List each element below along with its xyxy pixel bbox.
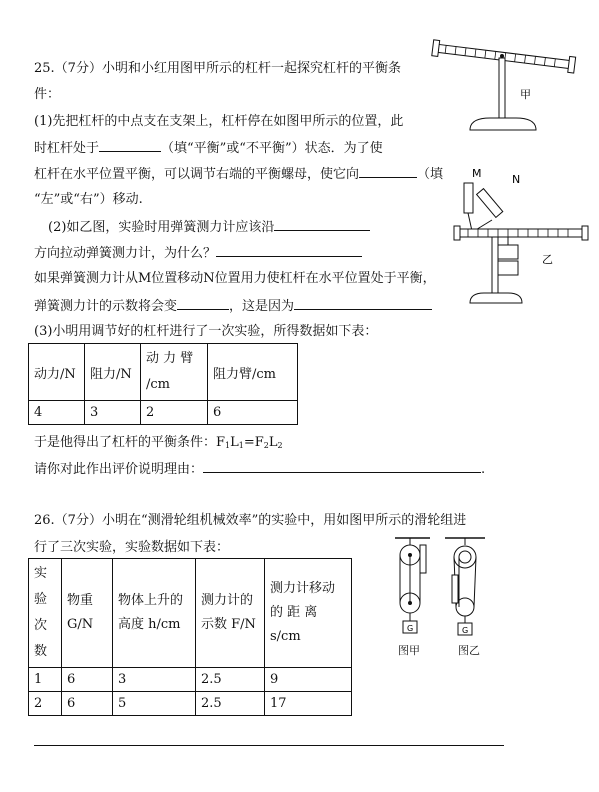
pulley-figure — [390, 535, 500, 655]
spring-scale-m — [464, 183, 473, 213]
label-n: N — [512, 173, 521, 186]
q25-p1c-text: 杠杆在水平位置平衡，可以调节右端的平衡螺母，使它向 — [34, 167, 360, 182]
q25-p1d: “左”或“右”）移动. — [34, 192, 143, 207]
spring-scale — [420, 545, 426, 573]
table-cell: 9 — [265, 668, 352, 692]
answer-blank-change[interactable] — [177, 297, 229, 310]
table-cell: 4 — [29, 401, 85, 425]
q25-p1b-text: 时杠杆处于 — [34, 141, 100, 156]
conclusion-text: L — [230, 435, 239, 450]
evaluate-text: 请你对此作出评价说明理由： — [34, 462, 204, 477]
table-header-cell: 动力/N — [29, 344, 85, 401]
subscript: 2 — [263, 441, 269, 450]
hanging-weight — [498, 245, 518, 259]
table-header-cell: 实 验 次 数 — [29, 559, 62, 668]
table-header-row — [29, 559, 352, 668]
table-cell: 2.5 — [196, 692, 265, 716]
answer-blank-direction[interactable] — [359, 165, 417, 178]
level-lever — [458, 229, 584, 237]
q25-p2d — [34, 297, 432, 316]
table-cell: 2 — [141, 401, 208, 425]
conclusion-text: 于是他得出了杠杆的平衡条件：F — [34, 435, 226, 450]
q25-p3: (3)小明用调节好的杠杆进行了一次实验，所得数据如下表： — [34, 324, 378, 339]
q25-p2b-text: 方向拉动弹簧测力计，为什么？ — [34, 246, 217, 261]
subscript: 1 — [225, 441, 231, 450]
answer-blank-pull-direction[interactable] — [274, 218, 370, 231]
q25-p2a-text: (2)如乙图，实验时用弹簧测力计应该沿 — [48, 220, 275, 235]
table-header-cell: 物体上升的 高度 h/cm — [113, 559, 196, 668]
q26-title-cont: 行了三次实验，实验数据如下表： — [34, 540, 230, 555]
table-row — [29, 692, 352, 716]
q26-data-table — [28, 558, 352, 716]
table-header-cell: 阻力/N — [85, 344, 141, 401]
answer-blank-reason[interactable] — [216, 244, 362, 257]
q25-evaluate — [34, 460, 485, 479]
weight-label: G — [407, 624, 414, 633]
table-header-row — [29, 344, 298, 401]
answer-blank-evaluation[interactable] — [203, 460, 481, 473]
label-m: M — [472, 167, 482, 180]
lever-figure-yi — [452, 165, 592, 305]
table-cell: 6 — [62, 692, 113, 716]
figure-caption-yi: 图乙 — [458, 644, 480, 657]
table-cell: 2.5 — [196, 668, 265, 692]
q25-p1b-text2: （填“平衡”或“不平衡”）状态．为了使 — [161, 141, 383, 156]
table-cell: 6 — [62, 668, 113, 692]
table-header-cell: 测力计的 示数 F/N — [196, 559, 265, 668]
table-cell: 1 — [29, 668, 62, 692]
table-cell: 5 — [113, 692, 196, 716]
evaluate-period: . — [481, 462, 486, 477]
subscript: 2 — [277, 441, 283, 450]
table-cell: 6 — [208, 401, 298, 425]
q25-p2a — [48, 218, 370, 237]
conclusion-text: =F — [243, 435, 264, 450]
q25-p2d-text2: ，这是因为 — [229, 299, 295, 314]
page-divider — [34, 745, 504, 746]
figure-caption-jia: 图甲 — [398, 644, 420, 657]
q25-data-table — [28, 343, 298, 425]
table-header-cell: 测力计移动 的 距 离 s/cm — [265, 559, 352, 668]
hanging-weight — [498, 261, 518, 275]
q26-title: 26.（7分）小明在“测滑轮组机械效率”的实验中，用如图甲所示的滑轮组进 — [34, 513, 467, 528]
q25-p2b — [34, 244, 362, 263]
table-header-cell: 动 力 臂 /cm — [141, 344, 208, 401]
answer-blank-state[interactable] — [99, 139, 161, 152]
table-header-cell: 阻力臂/cm — [208, 344, 298, 401]
table-row — [29, 668, 352, 692]
table-row — [29, 401, 298, 425]
q25-p1c — [34, 165, 443, 184]
lever-figure-jia — [430, 30, 580, 140]
subscript: 1 — [238, 441, 244, 450]
q25-p1a: (1)先把杠杆的中点支在支架上，杠杆停在如图甲所示的位置，此 — [34, 114, 404, 129]
q25-p2d-text: 弹簧测力计的示数将会变 — [34, 299, 178, 314]
pulley-wheel — [454, 546, 476, 568]
spring-scale — [452, 575, 458, 603]
table-cell: 3 — [85, 401, 141, 425]
weight-label: G — [462, 626, 469, 635]
table-cell: 17 — [265, 692, 352, 716]
figure-label-jia: 甲 — [520, 88, 531, 101]
q25-conclusion — [34, 434, 283, 453]
conclusion-text: L — [268, 435, 278, 450]
figure-label-yi: 乙 — [542, 253, 553, 266]
spring-scale-n — [477, 189, 503, 218]
table-cell: 2 — [29, 692, 62, 716]
q25-p1b — [34, 139, 383, 158]
q25-p2c: 如果弹簧测力计从M位置移动N位置用力使杠杆在水平位置处于平衡， — [34, 271, 436, 286]
q25-title: 25.（7分）小明和小红用图甲所示的杠杆一起探究杠杆的平衡条 — [34, 61, 401, 76]
answer-blank-because[interactable] — [294, 297, 432, 310]
table-cell: 3 — [113, 668, 196, 692]
q25-title-cont: 件： — [34, 87, 61, 102]
q25-p1c-text2: （填 — [417, 167, 444, 182]
table-header-cell: 物重 G/N — [62, 559, 113, 668]
